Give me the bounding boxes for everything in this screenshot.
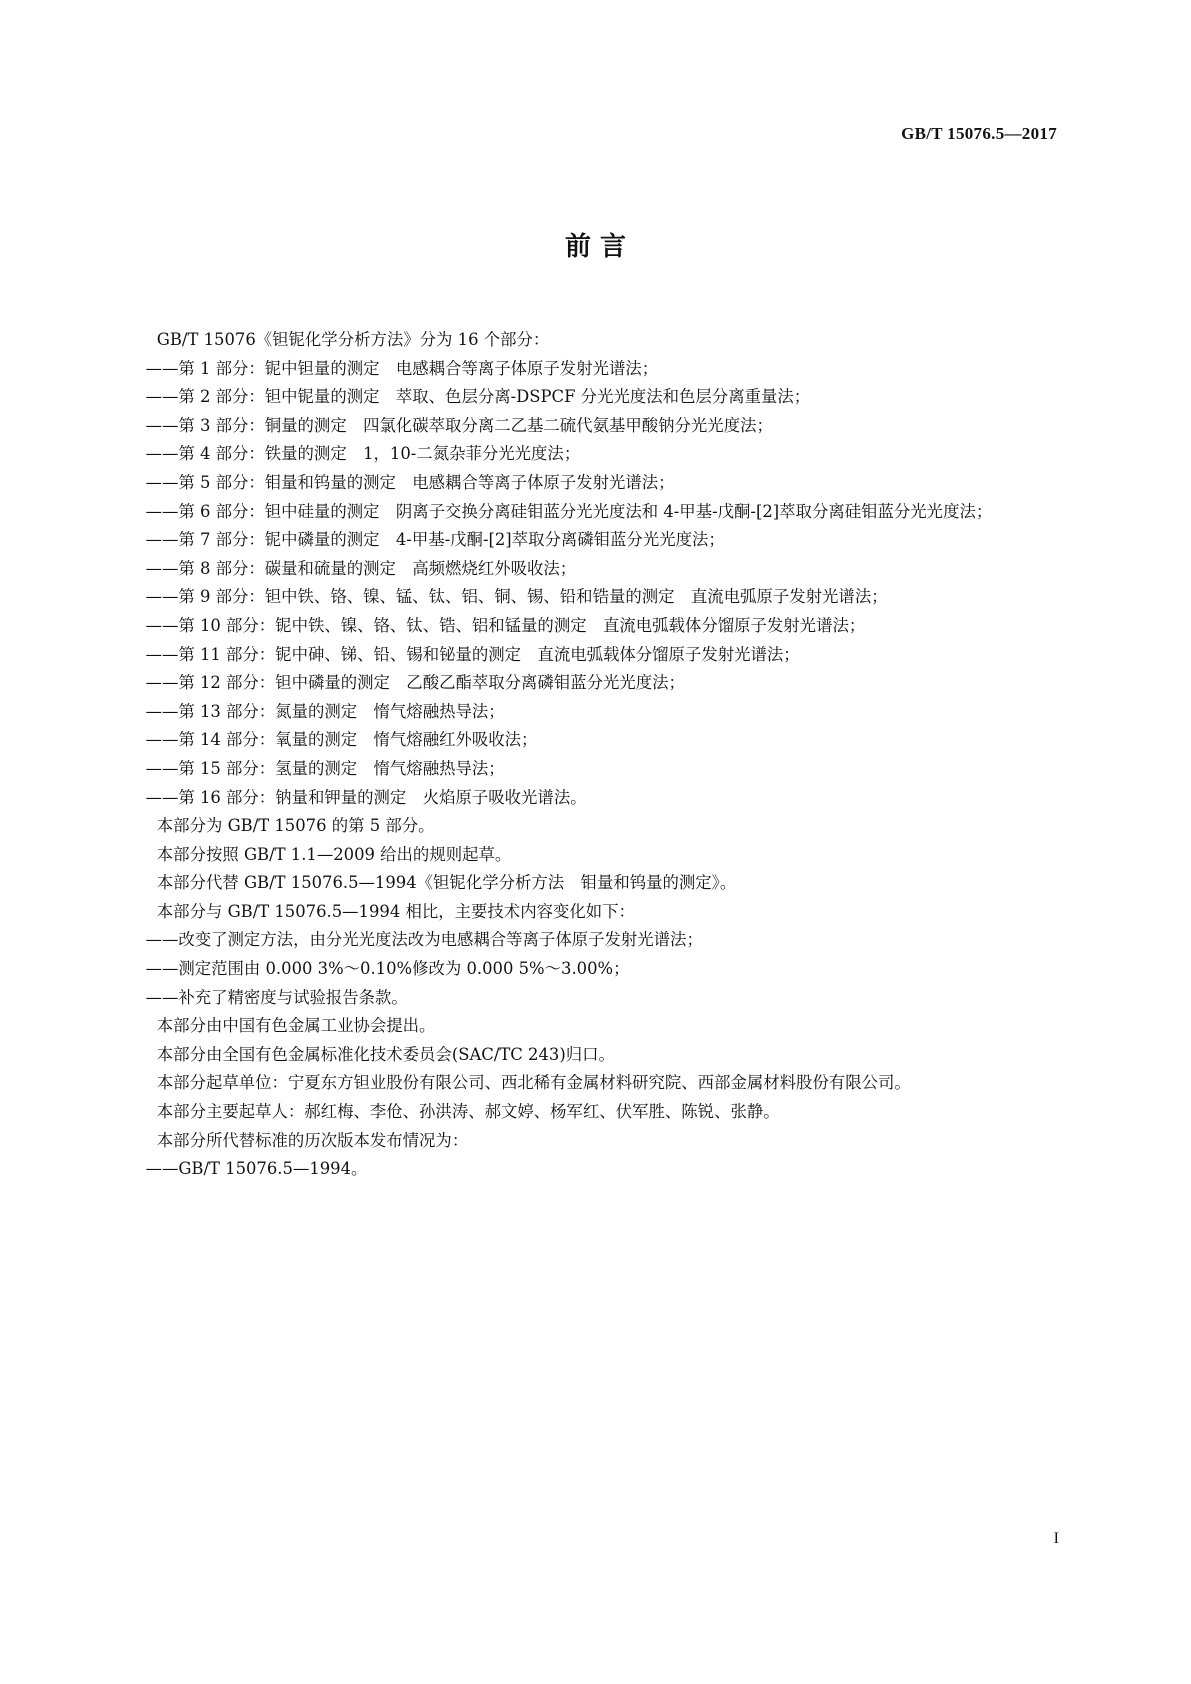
foreword-body <box>124 326 1062 1184</box>
statement-replaces: 本部分代替 GB/T 15076.5—1994《钽铌化学分析方法 钼量和钨量的测定》。 <box>156 873 737 893</box>
statement-part-number: 本部分为 GB/T 15076 的第 5 部分。 <box>156 816 435 836</box>
part-item-12: ——第 12 部分：钽中磷量的测定 乙酸乙酯萃取分离磷钼蓝分光光度法； <box>145 673 685 693</box>
part-item-14: ——第 14 部分：氧量的测定 惰气熔融红外吸收法； <box>145 730 538 750</box>
statement-proposed-by: 本部分由中国有色金属工业协会提出。 <box>156 1016 436 1036</box>
change-item-2: ——测定范围由 0.000 3%～0.10%修改为 0.000 5%～3.00%； <box>145 959 630 979</box>
part-item-3: ——第 3 部分：铜量的测定 四氯化碳萃取分离二乙基二硫代氨基甲酸钠分光光度法； <box>145 415 773 435</box>
statement-history-intro: 本部分所代替标准的历次版本发布情况为： <box>156 1130 469 1150</box>
part-item-6: ——第 6 部分：钽中硅量的测定 阴离子交换分离硅钼蓝分光光度法和 4-甲基-戊酮-[2]萃取分离硅钼蓝分光光度法； <box>145 501 993 521</box>
standard-code: GB/T 15076.5—2017 <box>901 124 1057 143</box>
change-item-3: ——补充了精密度与试验报告条款。 <box>145 987 408 1007</box>
part-item-15: ——第 15 部分：氢量的测定 惰气熔融热导法； <box>145 758 505 778</box>
part-item-10: ——第 10 部分：铌中铁、镍、铬、钛、锆、铝和锰量的测定 直流电弧载体分馏原子发射光谱法； <box>145 615 866 635</box>
part-item-8: ——第 8 部分：碳量和硫量的测定 高频燃烧红外吸收法； <box>145 558 577 578</box>
statement-drafting-rules: 本部分按照 GB/T 1.1—2009 给出的规则起草。 <box>156 844 512 864</box>
statement-drafting-units: 本部分起草单位：宁夏东方钽业股份有限公司、西北稀有金属材料研究院、西部金属材料股份有限公司。 <box>156 1073 911 1093</box>
part-item-11: ——第 11 部分：铌中砷、锑、铅、锡和铋量的测定 直流电弧载体分馏原子发射光谱法； <box>145 644 800 664</box>
part-item-16: ——第 16 部分：钠量和钾量的测定 火焰原子吸收光谱法。 <box>145 787 587 807</box>
part-item-13: ——第 13 部分：氮量的测定 惰气熔融热导法； <box>145 701 505 721</box>
part-item-7: ——第 7 部分：铌中磷量的测定 4-甲基-戊酮-[2]萃取分离磷钼蓝分光光度法； <box>145 530 725 550</box>
statement-centralized-by: 本部分由全国有色金属标准化技术委员会(SAC/TC 243)归口。 <box>156 1044 615 1064</box>
part-item-5: ——第 5 部分：钼量和钨量的测定 电感耦合等离子体原子发射光谱法； <box>145 472 675 492</box>
page-number: I <box>1053 1530 1059 1547</box>
change-item-1: ——改变了测定方法，由分光光度法改为电感耦合等离子体原子发射光谱法； <box>145 930 703 950</box>
part-item-9: ——第 9 部分：钽中铁、铬、镍、锰、钛、铝、铜、锡、铅和锆量的测定 直流电弧原子发射光谱法； <box>145 587 888 607</box>
part-item-2: ——第 2 部分：钽中铌量的测定 萃取、色层分离-DSPCF 分光光度法和色层分离重量法； <box>145 387 811 407</box>
intro-paragraph: GB/T 15076《钽铌化学分析方法》分为 16 个部分： <box>156 330 550 349</box>
part-item-4: ——第 4 部分：铁量的测定 1，10-二氮杂菲分光光度法； <box>145 444 581 464</box>
part-item-1: ——第 1 部分：铌中钽量的测定 电感耦合等离子体原子发射光谱法； <box>145 358 659 378</box>
statement-drafters: 本部分主要起草人：郝红梅、李伧、孙洪涛、郝文婷、杨军红、伏军胜、陈锐、张静。 <box>156 1102 780 1122</box>
statement-changes-intro: 本部分与 GB/T 15076.5—1994 相比，主要技术内容变化如下： <box>156 901 635 921</box>
history-item-1: ——GB/T 15076.5—1994。 <box>145 1159 368 1179</box>
page-title: 前 言 <box>564 232 627 262</box>
